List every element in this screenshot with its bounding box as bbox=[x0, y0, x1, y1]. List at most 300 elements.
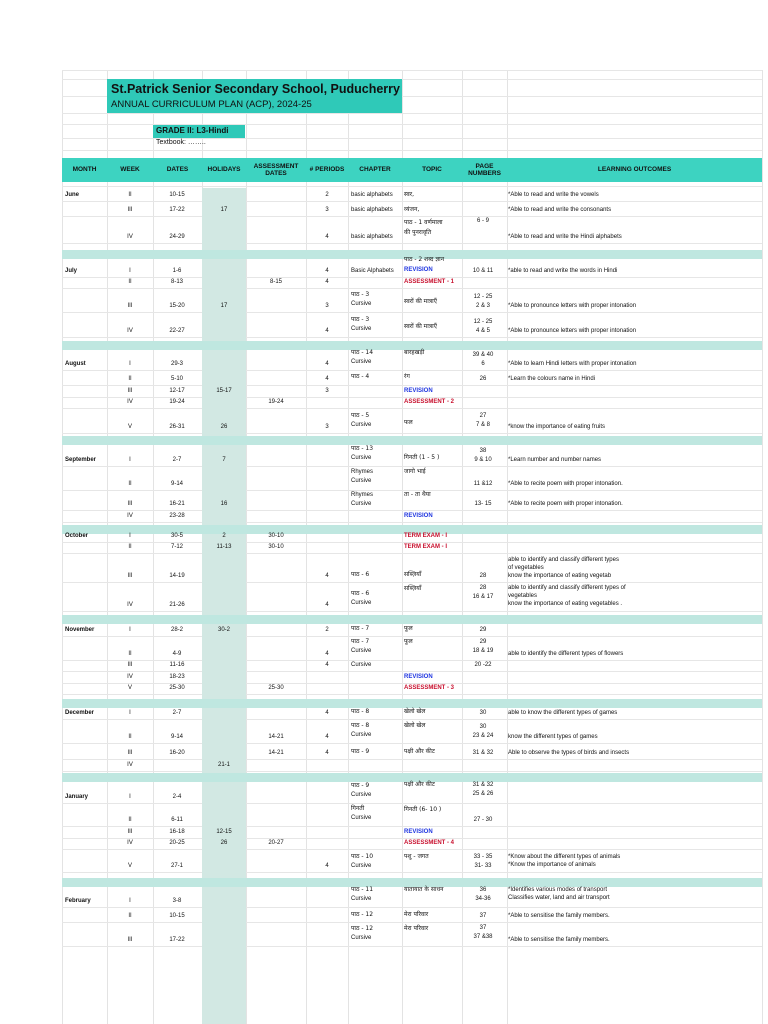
week-cell[interactable]: I bbox=[129, 794, 131, 800]
dates-cell[interactable]: 4-9 bbox=[172, 651, 182, 657]
learning-outcome-cell[interactable]: of vegetables bbox=[508, 565, 544, 571]
week-cell[interactable]: II bbox=[128, 817, 132, 823]
dates-cell[interactable]: 16-21 bbox=[169, 501, 185, 507]
learning-outcome-cell[interactable]: *Able to sensitise the family members. bbox=[508, 937, 610, 943]
periods-cell[interactable]: 4 bbox=[325, 734, 329, 740]
week-cell[interactable]: I bbox=[129, 627, 131, 633]
header-chapter: CHAPTER bbox=[359, 166, 391, 174]
learning-outcome-cell[interactable]: *Identifies various modes of transport bbox=[508, 887, 608, 893]
learning-outcome-cell[interactable]: *Learn the colours name in Hindi bbox=[508, 376, 596, 382]
grid-row-line bbox=[62, 522, 762, 523]
grid-row-line bbox=[62, 408, 762, 409]
assessment-dates-cell[interactable]: 25-30 bbox=[268, 685, 284, 691]
chapter-cell[interactable]: Cursive bbox=[351, 648, 372, 654]
grid-row-line bbox=[62, 553, 762, 554]
topic-cell[interactable]: की पुनरावृति bbox=[404, 229, 432, 236]
topic-cell[interactable]: ASSESSMENT - 1 bbox=[404, 279, 455, 285]
week-cell[interactable]: II bbox=[128, 192, 132, 198]
page-numbers-cell[interactable]: 18 & 19 bbox=[472, 648, 494, 654]
grid-row-line bbox=[62, 466, 762, 467]
learning-outcome-cell[interactable]: *Able to recite poem with proper intonation. bbox=[508, 481, 623, 487]
chapter-cell[interactable]: Cursive bbox=[351, 896, 372, 902]
assessment-dates-cell[interactable]: 19-24 bbox=[268, 399, 284, 405]
periods-cell[interactable]: 3 bbox=[325, 388, 329, 394]
month-cell[interactable]: December bbox=[65, 710, 95, 716]
week-cell[interactable]: V bbox=[127, 863, 133, 869]
grid-row-line bbox=[62, 243, 762, 244]
topic-cell[interactable]: REVISION bbox=[404, 829, 433, 835]
week-cell[interactable]: IV bbox=[127, 840, 133, 846]
dates-cell[interactable]: 30-5 bbox=[170, 533, 184, 539]
assessment-dates-cell[interactable]: 14-21 bbox=[268, 734, 284, 740]
month-cell[interactable]: January bbox=[65, 794, 89, 800]
chapter-cell[interactable]: Cursive bbox=[351, 455, 372, 461]
textbook-label[interactable]: Textbook: …….. bbox=[156, 139, 206, 146]
chapter-cell[interactable]: basic alphabets bbox=[351, 234, 393, 240]
page-numbers-cell[interactable]: 31 & 32 bbox=[472, 750, 494, 756]
chapter-cell[interactable]: Basic Alphabets bbox=[351, 268, 394, 274]
learning-outcome-cell[interactable]: *Able to read and write the vowels bbox=[508, 192, 599, 198]
grid-row-line bbox=[62, 946, 762, 947]
dates-cell[interactable]: 17-22 bbox=[169, 937, 185, 943]
assessment-dates-cell[interactable]: 20-27 bbox=[268, 840, 284, 846]
dates-cell[interactable]: 1-6 bbox=[172, 268, 182, 274]
page-numbers-cell[interactable]: 31- 33 bbox=[474, 863, 492, 869]
page-numbers-cell[interactable]: 13- 15 bbox=[474, 501, 492, 507]
page-numbers-cell[interactable]: 6 - 9 bbox=[476, 218, 490, 224]
holidays-cell[interactable]: 30-2 bbox=[217, 627, 231, 633]
chapter-cell[interactable]: पाठ - 5 bbox=[351, 412, 370, 419]
title-block[interactable] bbox=[107, 79, 402, 113]
week-cell[interactable]: IV bbox=[127, 602, 133, 608]
topic-cell[interactable]: खेलो खेल bbox=[404, 722, 426, 729]
periods-cell[interactable]: 4 bbox=[325, 602, 329, 608]
page-numbers-cell[interactable]: 11 &12 bbox=[473, 481, 493, 487]
chapter-cell[interactable]: Cursive bbox=[351, 359, 372, 365]
chapter-cell[interactable]: पाठ - 6 bbox=[351, 590, 370, 597]
month-cell[interactable]: June bbox=[65, 192, 80, 198]
periods-cell[interactable]: 4 bbox=[325, 662, 329, 668]
chapter-cell[interactable]: Cursive bbox=[351, 600, 372, 606]
page-numbers-cell[interactable]: 28 bbox=[479, 573, 487, 579]
dates-cell[interactable]: 27-1 bbox=[170, 863, 184, 869]
holidays-cell[interactable]: 17 bbox=[220, 207, 228, 213]
chapter-cell[interactable]: पाठ - 12 bbox=[351, 925, 374, 932]
header-dates: DATES bbox=[166, 166, 189, 174]
page-numbers-cell[interactable]: 31 & 32 bbox=[472, 782, 494, 788]
learning-outcome-cell[interactable]: able to know the different types of games bbox=[508, 710, 618, 716]
chapter-cell[interactable]: पाठ - 14 bbox=[351, 349, 374, 356]
page-numbers-cell[interactable]: 30 bbox=[479, 724, 487, 730]
learning-outcome-cell[interactable]: *Able to sensitise the family members. bbox=[508, 913, 610, 919]
week-cell[interactable]: II bbox=[128, 913, 132, 919]
learning-outcome-cell[interactable]: *Able to pronounce letters with proper intonation bbox=[508, 328, 637, 334]
assessment-dates-cell[interactable]: 8-15 bbox=[269, 279, 283, 285]
chapter-cell[interactable]: Cursive bbox=[351, 732, 372, 738]
grid-row-line bbox=[62, 70, 762, 71]
learning-outcome-cell[interactable]: *Able to read and write the Hindi alphabets bbox=[508, 234, 622, 240]
periods-cell[interactable]: 3 bbox=[325, 424, 329, 430]
week-cell[interactable]: IV bbox=[127, 328, 133, 334]
learning-outcome-cell[interactable]: *able to read and write the words in Hindi bbox=[508, 268, 618, 274]
chapter-cell[interactable]: पाठ - 10 bbox=[351, 853, 374, 860]
topic-cell[interactable]: मेरा परिवार bbox=[404, 925, 429, 932]
assessment-dates-cell[interactable]: 14-21 bbox=[268, 750, 284, 756]
grid-row-line bbox=[62, 433, 762, 434]
chapter-cell[interactable]: basic alphabets bbox=[351, 207, 393, 213]
chapter-cell[interactable]: Cursive bbox=[351, 863, 372, 869]
dates-cell[interactable]: 17-22 bbox=[169, 207, 185, 213]
week-cell[interactable]: II bbox=[128, 376, 132, 382]
chapter-cell[interactable]: पाठ - 6 bbox=[351, 571, 370, 578]
dates-cell[interactable]: 7-12 bbox=[170, 544, 184, 550]
topic-cell[interactable]: स्वर, bbox=[404, 191, 415, 198]
grid-row-line bbox=[62, 660, 762, 661]
learning-outcome-cell[interactable]: Able to observe the types of birds and insects bbox=[508, 750, 630, 756]
dates-cell[interactable]: 29-3 bbox=[170, 361, 184, 367]
page-numbers-cell[interactable]: 34-36 bbox=[475, 896, 491, 902]
learning-outcome-cell[interactable]: vegetables bbox=[508, 593, 538, 599]
learning-outcome-cell[interactable]: *know the importance of eating fruits bbox=[508, 424, 606, 430]
header-holidays: HOLIDAYS bbox=[207, 166, 241, 174]
learning-outcome-cell[interactable]: able to identify and classify different types of bbox=[508, 585, 626, 591]
chapter-cell[interactable]: Cursive bbox=[351, 935, 372, 941]
topic-cell[interactable]: TERM EXAM - I bbox=[404, 533, 447, 539]
learning-outcome-cell[interactable]: *Know about the different types of animals bbox=[508, 854, 621, 860]
periods-cell[interactable]: 4 bbox=[325, 573, 329, 579]
grid-row-line bbox=[62, 743, 762, 744]
page-numbers-cell[interactable]: 4 & 5 bbox=[475, 328, 491, 334]
week-cell[interactable]: I bbox=[129, 457, 131, 463]
periods-cell[interactable]: 4 bbox=[325, 234, 329, 240]
topic-cell[interactable]: पाठ - 2 शब्द ज्ञान bbox=[404, 256, 445, 263]
week-cell[interactable]: IV bbox=[127, 674, 133, 680]
learning-outcome-cell[interactable]: able to identify and classify different types bbox=[508, 557, 619, 563]
week-cell[interactable]: IV bbox=[127, 234, 133, 240]
topic-cell[interactable]: गिनती (6- 10 ) bbox=[404, 806, 442, 813]
dates-cell[interactable]: 19-24 bbox=[169, 399, 185, 405]
grid-row-line bbox=[62, 312, 762, 313]
dates-cell[interactable]: 28-2 bbox=[170, 627, 184, 633]
dates-cell[interactable]: 23-28 bbox=[169, 513, 185, 519]
month-cell[interactable]: October bbox=[65, 533, 89, 539]
dates-cell[interactable]: 21-26 bbox=[169, 602, 185, 608]
chapter-cell[interactable]: Cursive bbox=[351, 301, 372, 307]
chapter-cell[interactable]: Rhymes bbox=[351, 469, 374, 475]
learning-outcome-cell[interactable]: *Able to read and write the consonants bbox=[508, 207, 612, 213]
assessment-dates-cell[interactable]: 30-10 bbox=[268, 533, 284, 539]
dates-cell[interactable]: 26-31 bbox=[169, 424, 185, 430]
dates-cell[interactable]: 10-15 bbox=[169, 192, 185, 198]
grade-label: GRADE II: L3-Hindi bbox=[156, 126, 229, 135]
holidays-cell[interactable]: 15-17 bbox=[216, 388, 232, 394]
learning-outcome-cell[interactable]: able to identify the different types of flowers bbox=[508, 651, 624, 657]
periods-cell[interactable]: 3 bbox=[325, 207, 329, 213]
periods-cell[interactable]: 4 bbox=[325, 376, 329, 382]
chapter-cell[interactable]: पाठ - 11 bbox=[351, 886, 374, 893]
chapter-cell[interactable]: Cursive bbox=[351, 662, 372, 668]
grid-row-line bbox=[62, 636, 762, 637]
periods-cell[interactable]: 4 bbox=[325, 279, 329, 285]
holidays-cell[interactable]: 26 bbox=[220, 424, 228, 430]
dates-cell[interactable]: 3-8 bbox=[172, 898, 182, 904]
chapter-cell[interactable]: पाठ - 7 bbox=[351, 638, 370, 645]
chapter-cell[interactable]: पाठ - 3 bbox=[351, 291, 370, 298]
topic-cell[interactable]: सब्ज़ियाँ bbox=[404, 585, 422, 592]
grid-row-line bbox=[62, 150, 762, 151]
dates-cell[interactable]: 15-20 bbox=[169, 303, 185, 309]
week-cell[interactable]: II bbox=[128, 651, 132, 657]
periods-cell[interactable]: 4 bbox=[325, 863, 329, 869]
grid-row-line bbox=[62, 582, 762, 583]
periods-cell[interactable]: 4 bbox=[325, 651, 329, 657]
grid-row-line bbox=[62, 872, 762, 873]
topic-cell[interactable]: REVISION bbox=[404, 674, 433, 680]
page-numbers-cell[interactable]: 23 & 24 bbox=[472, 733, 494, 739]
holidays-cell[interactable]: 17 bbox=[220, 303, 228, 309]
week-cell[interactable]: I bbox=[129, 268, 131, 274]
dates-cell[interactable]: 2-7 bbox=[172, 710, 182, 716]
periods-cell[interactable]: 3 bbox=[325, 303, 329, 309]
learning-outcome-cell[interactable]: Classifies water, land and air transport bbox=[508, 895, 610, 901]
learning-outcome-cell[interactable]: know the importance of eating vegetab bbox=[508, 573, 612, 579]
month-separator bbox=[62, 436, 762, 445]
page-numbers-cell[interactable]: 12 - 25 bbox=[473, 319, 493, 325]
page-numbers-cell[interactable]: 27 bbox=[479, 413, 487, 419]
dates-cell[interactable]: 2-4 bbox=[172, 794, 182, 800]
week-cell[interactable]: III bbox=[127, 573, 133, 579]
week-cell[interactable]: II bbox=[128, 279, 132, 285]
page-numbers-cell[interactable]: 33 - 35 bbox=[473, 854, 493, 860]
chapter-cell[interactable]: Rhymes bbox=[351, 492, 374, 498]
topic-cell[interactable]: गिनती (1 - 5 ) bbox=[404, 454, 440, 461]
periods-cell[interactable]: 4 bbox=[325, 361, 329, 367]
dates-cell[interactable]: 5-10 bbox=[170, 376, 184, 382]
topic-cell[interactable]: ता - ता थैया bbox=[404, 491, 431, 498]
chapter-cell[interactable]: पाठ - 7 bbox=[351, 625, 370, 632]
periods-cell[interactable]: 2 bbox=[325, 192, 329, 198]
learning-outcome-cell[interactable]: *Able to recite poem with proper intonation. bbox=[508, 501, 623, 507]
topic-cell[interactable]: ASSESSMENT - 4 bbox=[404, 840, 455, 846]
dates-cell[interactable]: 16-20 bbox=[169, 750, 185, 756]
page-numbers-cell[interactable]: 36 bbox=[479, 887, 487, 893]
page-numbers-cell[interactable]: 6 bbox=[481, 361, 485, 367]
topic-cell[interactable]: पक्षी और कीट bbox=[404, 748, 435, 755]
chapter-cell[interactable]: पाठ - 3 bbox=[351, 316, 370, 323]
page-numbers-cell[interactable]: 12 - 25 bbox=[473, 294, 493, 300]
dates-cell[interactable]: 10-15 bbox=[169, 913, 185, 919]
grid-row-line bbox=[62, 186, 762, 187]
dates-cell[interactable]: 6-11 bbox=[171, 817, 183, 823]
dates-cell[interactable]: 20-25 bbox=[169, 840, 185, 846]
week-cell[interactable]: II bbox=[128, 734, 132, 740]
page-numbers-cell[interactable]: 38 bbox=[479, 448, 487, 454]
topic-cell[interactable]: स्वरों की मात्राएँ bbox=[404, 323, 437, 330]
assessment-dates-cell[interactable]: 30-10 bbox=[268, 544, 284, 550]
week-cell[interactable]: III bbox=[127, 937, 133, 943]
grid-row-line bbox=[62, 671, 762, 672]
grid-row-line bbox=[62, 803, 762, 804]
grid-row-line bbox=[62, 771, 762, 772]
chapter-cell[interactable]: गिनती bbox=[351, 805, 365, 812]
periods-cell[interactable]: 4 bbox=[325, 328, 329, 334]
topic-cell[interactable]: REVISION bbox=[404, 267, 433, 273]
table-header-row bbox=[62, 158, 762, 182]
holidays-cell[interactable]: 2 bbox=[222, 533, 226, 539]
topic-cell[interactable]: रंग bbox=[404, 373, 410, 380]
week-cell[interactable]: I bbox=[129, 898, 131, 904]
dates-cell[interactable]: 9-14 bbox=[170, 481, 184, 487]
dates-cell[interactable]: 25-30 bbox=[169, 685, 185, 691]
learning-outcome-cell[interactable]: *Able to learn Hindi letters with proper intonation bbox=[508, 361, 637, 367]
header-month: MONTH bbox=[72, 166, 97, 174]
topic-cell[interactable]: REVISION bbox=[404, 513, 433, 519]
week-cell[interactable]: IV bbox=[127, 399, 133, 405]
chapter-cell[interactable]: Cursive bbox=[351, 501, 372, 507]
topic-cell[interactable]: पाठ - 1 वर्णमाला bbox=[404, 219, 443, 226]
page-numbers-cell[interactable]: 7 & 8 bbox=[475, 422, 491, 428]
chapter-cell[interactable]: पाठ - 8 bbox=[351, 722, 370, 729]
dates-cell[interactable]: 12-17 bbox=[169, 388, 185, 394]
topic-cell[interactable]: व्यंजन, bbox=[404, 206, 420, 213]
grid-row-line bbox=[62, 694, 762, 695]
week-cell[interactable]: III bbox=[127, 388, 133, 394]
dates-cell[interactable]: 2-7 bbox=[172, 457, 182, 463]
grid-row-line bbox=[62, 849, 762, 850]
dates-cell[interactable]: 22-27 bbox=[169, 328, 185, 334]
holidays-cell[interactable]: 26 bbox=[220, 840, 228, 846]
month-cell[interactable]: February bbox=[65, 898, 91, 904]
page-numbers-cell[interactable]: 10 & 11 bbox=[472, 268, 494, 274]
topic-cell[interactable]: फूल bbox=[404, 638, 413, 645]
topic-cell[interactable]: बारहखड़ी bbox=[404, 349, 425, 356]
week-cell[interactable]: II bbox=[128, 544, 132, 550]
week-cell[interactable]: I bbox=[129, 361, 131, 367]
grade-box[interactable] bbox=[153, 125, 245, 138]
week-cell[interactable]: V bbox=[127, 424, 133, 430]
chapter-cell[interactable]: पाठ - 13 bbox=[351, 445, 374, 452]
month-separator bbox=[62, 615, 762, 624]
page-numbers-cell[interactable]: 2 & 3 bbox=[475, 303, 491, 309]
page-numbers-cell[interactable]: 27 - 30 bbox=[473, 817, 493, 823]
holidays-cell[interactable]: 21-1 bbox=[217, 762, 231, 768]
chapter-cell[interactable]: पाठ - 9 bbox=[351, 782, 370, 789]
grid-column-line bbox=[762, 70, 763, 1024]
month-cell[interactable]: November bbox=[65, 627, 95, 633]
plan-title: ANNUAL CURRICULUM PLAN (ACP), 2024-25 bbox=[111, 99, 312, 110]
topic-cell[interactable]: फल bbox=[404, 419, 413, 426]
learning-outcome-cell[interactable]: know the different types of games bbox=[508, 734, 598, 740]
chapter-cell[interactable]: पाठ - 8 bbox=[351, 708, 370, 715]
page-numbers-cell[interactable]: 29 bbox=[479, 627, 487, 633]
topic-cell[interactable]: खेलो खेल bbox=[404, 708, 426, 715]
week-cell[interactable]: III bbox=[127, 501, 133, 507]
week-cell[interactable]: I bbox=[129, 710, 131, 716]
chapter-cell[interactable]: Cursive bbox=[351, 326, 372, 332]
month-cell[interactable]: September bbox=[65, 457, 97, 463]
page-numbers-cell[interactable]: 37 &38 bbox=[473, 934, 493, 940]
holidays-cell[interactable]: 11-13 bbox=[216, 544, 232, 550]
page-numbers-cell[interactable]: 30 bbox=[479, 710, 487, 716]
chapter-cell[interactable]: Cursive bbox=[351, 422, 372, 428]
week-cell[interactable]: III bbox=[127, 662, 133, 668]
dates-cell[interactable]: 16-18 bbox=[169, 829, 185, 835]
periods-cell[interactable]: 4 bbox=[325, 710, 329, 716]
chapter-cell[interactable]: Cursive bbox=[351, 478, 372, 484]
week-cell[interactable]: IV bbox=[127, 513, 133, 519]
week-cell[interactable]: II bbox=[128, 481, 132, 487]
page-numbers-cell[interactable]: 16 & 17 bbox=[472, 594, 494, 600]
week-cell[interactable]: I bbox=[129, 533, 131, 539]
topic-cell[interactable]: REVISION bbox=[404, 388, 433, 394]
grid-row-line bbox=[62, 337, 762, 338]
month-cell[interactable]: August bbox=[65, 361, 86, 367]
periods-cell[interactable]: 2 bbox=[325, 627, 329, 633]
topic-cell[interactable]: TERM EXAM - I bbox=[404, 544, 447, 550]
week-cell[interactable]: III bbox=[127, 207, 133, 213]
chapter-cell[interactable]: Cursive bbox=[351, 792, 372, 798]
dates-cell[interactable]: 14-19 bbox=[169, 573, 185, 579]
topic-cell[interactable]: जागो भाई bbox=[404, 468, 426, 475]
dates-cell[interactable]: 8-13 bbox=[170, 279, 184, 285]
page-numbers-cell[interactable]: 37 bbox=[479, 913, 487, 919]
chapter-cell[interactable]: Cursive bbox=[351, 815, 372, 821]
periods-cell[interactable]: 4 bbox=[325, 268, 329, 274]
dates-cell[interactable]: 18-23 bbox=[169, 674, 185, 680]
page-numbers-cell[interactable]: 25 & 26 bbox=[472, 791, 494, 797]
page-numbers-cell[interactable]: 29 bbox=[479, 639, 487, 645]
school-name: St.Patrick Senior Secondary School, Puducherry bbox=[111, 82, 400, 96]
holidays-cell[interactable]: 12-15 bbox=[216, 829, 232, 835]
chapter-cell[interactable]: basic alphabets bbox=[351, 192, 393, 198]
week-cell[interactable]: V bbox=[127, 685, 133, 691]
dates-cell[interactable]: 11-16 bbox=[169, 662, 185, 668]
learning-outcome-cell[interactable]: *Know the importance of animals bbox=[508, 862, 596, 868]
topic-cell[interactable]: ASSESSMENT - 3 bbox=[404, 685, 455, 691]
chapter-cell[interactable]: पाठ - 4 bbox=[351, 373, 370, 380]
periods-cell[interactable]: 4 bbox=[325, 750, 329, 756]
page-numbers-cell[interactable]: 39 & 40 bbox=[472, 352, 494, 358]
dates-cell[interactable]: 24-29 bbox=[169, 234, 185, 240]
chapter-cell[interactable]: पाठ - 9 bbox=[351, 748, 370, 755]
topic-cell[interactable]: सब्ज़ियाँ bbox=[404, 571, 422, 578]
chapter-cell[interactable]: पाठ - 12 bbox=[351, 911, 374, 918]
page-numbers-cell[interactable]: 20 -22 bbox=[474, 662, 492, 668]
holidays-cell[interactable]: 16 bbox=[220, 501, 228, 507]
topic-cell[interactable]: यातायात के साधन bbox=[404, 886, 444, 893]
topic-cell[interactable]: मेरा परिवार bbox=[404, 911, 429, 918]
learning-outcome-cell[interactable]: *Learn number and number names bbox=[508, 457, 602, 463]
week-cell[interactable]: III bbox=[127, 303, 133, 309]
learning-outcome-cell[interactable]: know the importance of eating vegetables . bbox=[508, 601, 623, 607]
week-cell[interactable]: III bbox=[127, 829, 133, 835]
topic-cell[interactable]: पक्षी और कीट bbox=[404, 781, 435, 788]
learning-outcome-cell[interactable]: *Able to pronounce letters with proper intonation bbox=[508, 303, 637, 309]
page-numbers-cell[interactable]: 28 bbox=[479, 585, 487, 591]
month-cell[interactable]: July bbox=[65, 268, 78, 274]
topic-cell[interactable]: स्वरों की मात्राएँ bbox=[404, 298, 437, 305]
topic-cell[interactable]: पशु - जगत bbox=[404, 853, 429, 860]
week-cell[interactable]: III bbox=[127, 750, 133, 756]
page-numbers-cell[interactable]: 26 bbox=[479, 376, 487, 382]
holidays-cell[interactable]: 7 bbox=[222, 457, 226, 463]
week-cell[interactable]: IV bbox=[127, 762, 133, 768]
page-numbers-cell[interactable]: 9 & 10 bbox=[474, 457, 492, 463]
topic-cell[interactable]: ASSESSMENT - 2 bbox=[404, 399, 455, 405]
topic-cell[interactable]: फूल bbox=[404, 625, 413, 632]
page-numbers-cell[interactable]: 37 bbox=[479, 925, 487, 931]
dates-cell[interactable]: 9-14 bbox=[170, 734, 184, 740]
